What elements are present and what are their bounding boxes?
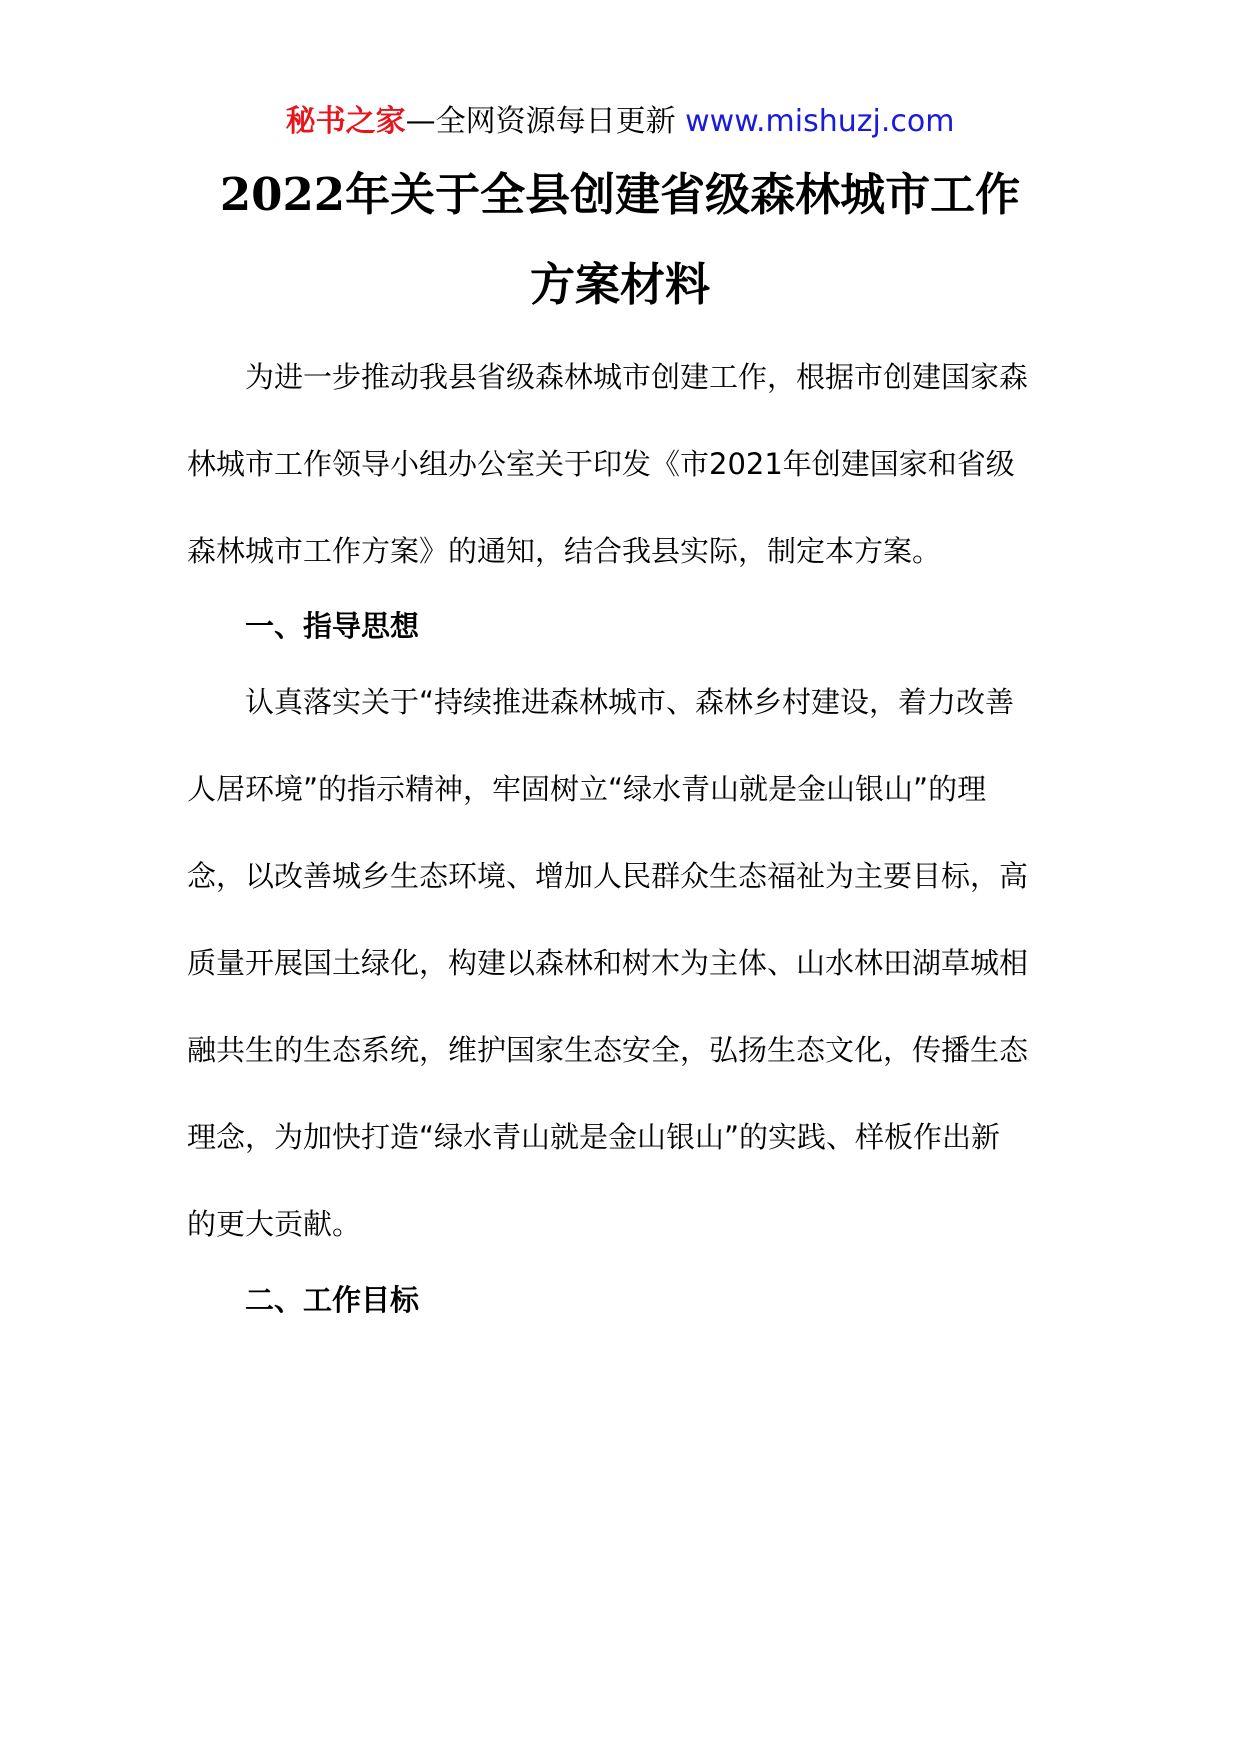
document-title-line-2: 方案材料 [529, 258, 710, 311]
intro-line: 林城市工作领导小组办公室关于印发《市2021年创建国家和省级 [187, 447, 1015, 481]
section-heading-work-goals: 二、工作目标 [245, 1283, 420, 1317]
section1-line: 融共生的生态系统，维护国家生态安全，弘扬生态文化，传播生态 [187, 1033, 1029, 1067]
document-title-line-1: 2022年关于全县创建省级森林城市工作 [219, 168, 1021, 221]
intro-line: 森林城市工作方案》的通知，结合我县实际，制定本方案。 [187, 534, 942, 568]
section1-line: 念，以改善城乡生态环境、增加人民群众生态福祉为主要目标，高 [187, 859, 1029, 893]
section1-line: 认真落实关于“持续推进森林城市、森林乡村建设，着力改善 [245, 685, 1015, 719]
site-header [0, 100, 1240, 144]
section1-line: 理念，为加快打造“绿水青山就是金山银山”的实践、样板作出新 [187, 1120, 1001, 1154]
section-heading-guiding-ideology: 一、指导思想 [245, 609, 420, 643]
site-brand: 秘书之家 [285, 104, 406, 139]
intro-line: 为进一步推动我县省级森林城市创建工作，根据市创建国家森 [245, 360, 1029, 394]
site-tagline: —全网资源每日更新 [405, 104, 686, 139]
section1-line: 的更大贡献。 [187, 1207, 362, 1241]
site-url-link[interactable]: www.mishuzj.com [685, 104, 955, 139]
section1-line: 质量开展国土绿化，构建以森林和树木为主体、山水林田湖草城相 [187, 946, 1029, 980]
section1-line: 人居环境”的指示精神，牢固树立“绿水青山就是金山银山”的理 [187, 772, 987, 806]
